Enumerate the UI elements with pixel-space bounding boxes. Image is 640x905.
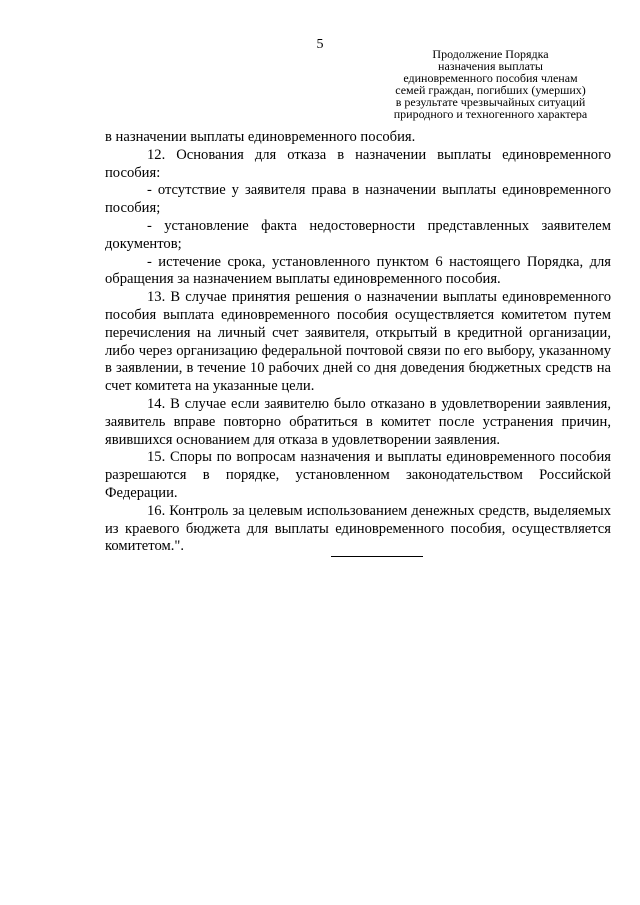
document-body [105, 129, 611, 556]
closing-divider [331, 556, 423, 557]
document-header-reference [373, 48, 608, 120]
page-number: 5 [316, 37, 324, 52]
list-item: - установление факта недостоверности представленных заявителем документов; [105, 217, 611, 252]
paragraph-15: 15. Споры по вопросам назначения и выплаты единовременного пособия разрешаются в порядке, установленном законодательством Российской Федерации. [105, 449, 611, 501]
header-line: Продолжение Порядка [432, 47, 549, 61]
paragraph-14: 14. В случае если заявителю было отказано в удовлетворении заявления, заявитель вправе повторно обратиться в комитет после устранения причин, явившихся основанием для отказа в удовлетворении заявления. [105, 395, 611, 448]
paragraph-continuation: в назначении выплаты единовременного пособия. [105, 129, 416, 145]
header-line: единовременного пособия членам [403, 71, 578, 85]
list-item: - отсутствие у заявителя права в назначении выплаты единовременного пособия; [105, 182, 611, 217]
header-line: в результате чрезвычайных ситуаций [395, 95, 586, 109]
list-item: - истечение срока, установленного пунктом 6 настоящего Порядка, для обращения за назначением выплаты единовременного пособия. [105, 253, 611, 288]
header-line: природного и техногенного характера [393, 107, 588, 121]
header-line: назначения выплаты [438, 59, 543, 73]
paragraph-12: 12. Основания для отказа в назначении выплаты единовременного пособия: [105, 146, 611, 181]
header-line: семей граждан, погибших (умерших) [395, 83, 586, 97]
paragraph-16: 16. Контроль за целевым использованием денежных средств, выделяемых из краевого бюджета для выплаты единовременного пособия, осуществляется комитетом.". [105, 502, 611, 555]
paragraph-13: 13. В случае принятия решения о назначении выплаты единовременного пособия выплата единовременного пособия осуществляется комитетом путем перечисления на личный счет заявителя, открытый в кредитной организации, либо через организацию федеральной почтовой связи по его выбору, указанному в заявлении, в течение 10 рабочих дней со дня доведения бюджетных средств на счет комитета на указанные цели. [105, 289, 611, 395]
